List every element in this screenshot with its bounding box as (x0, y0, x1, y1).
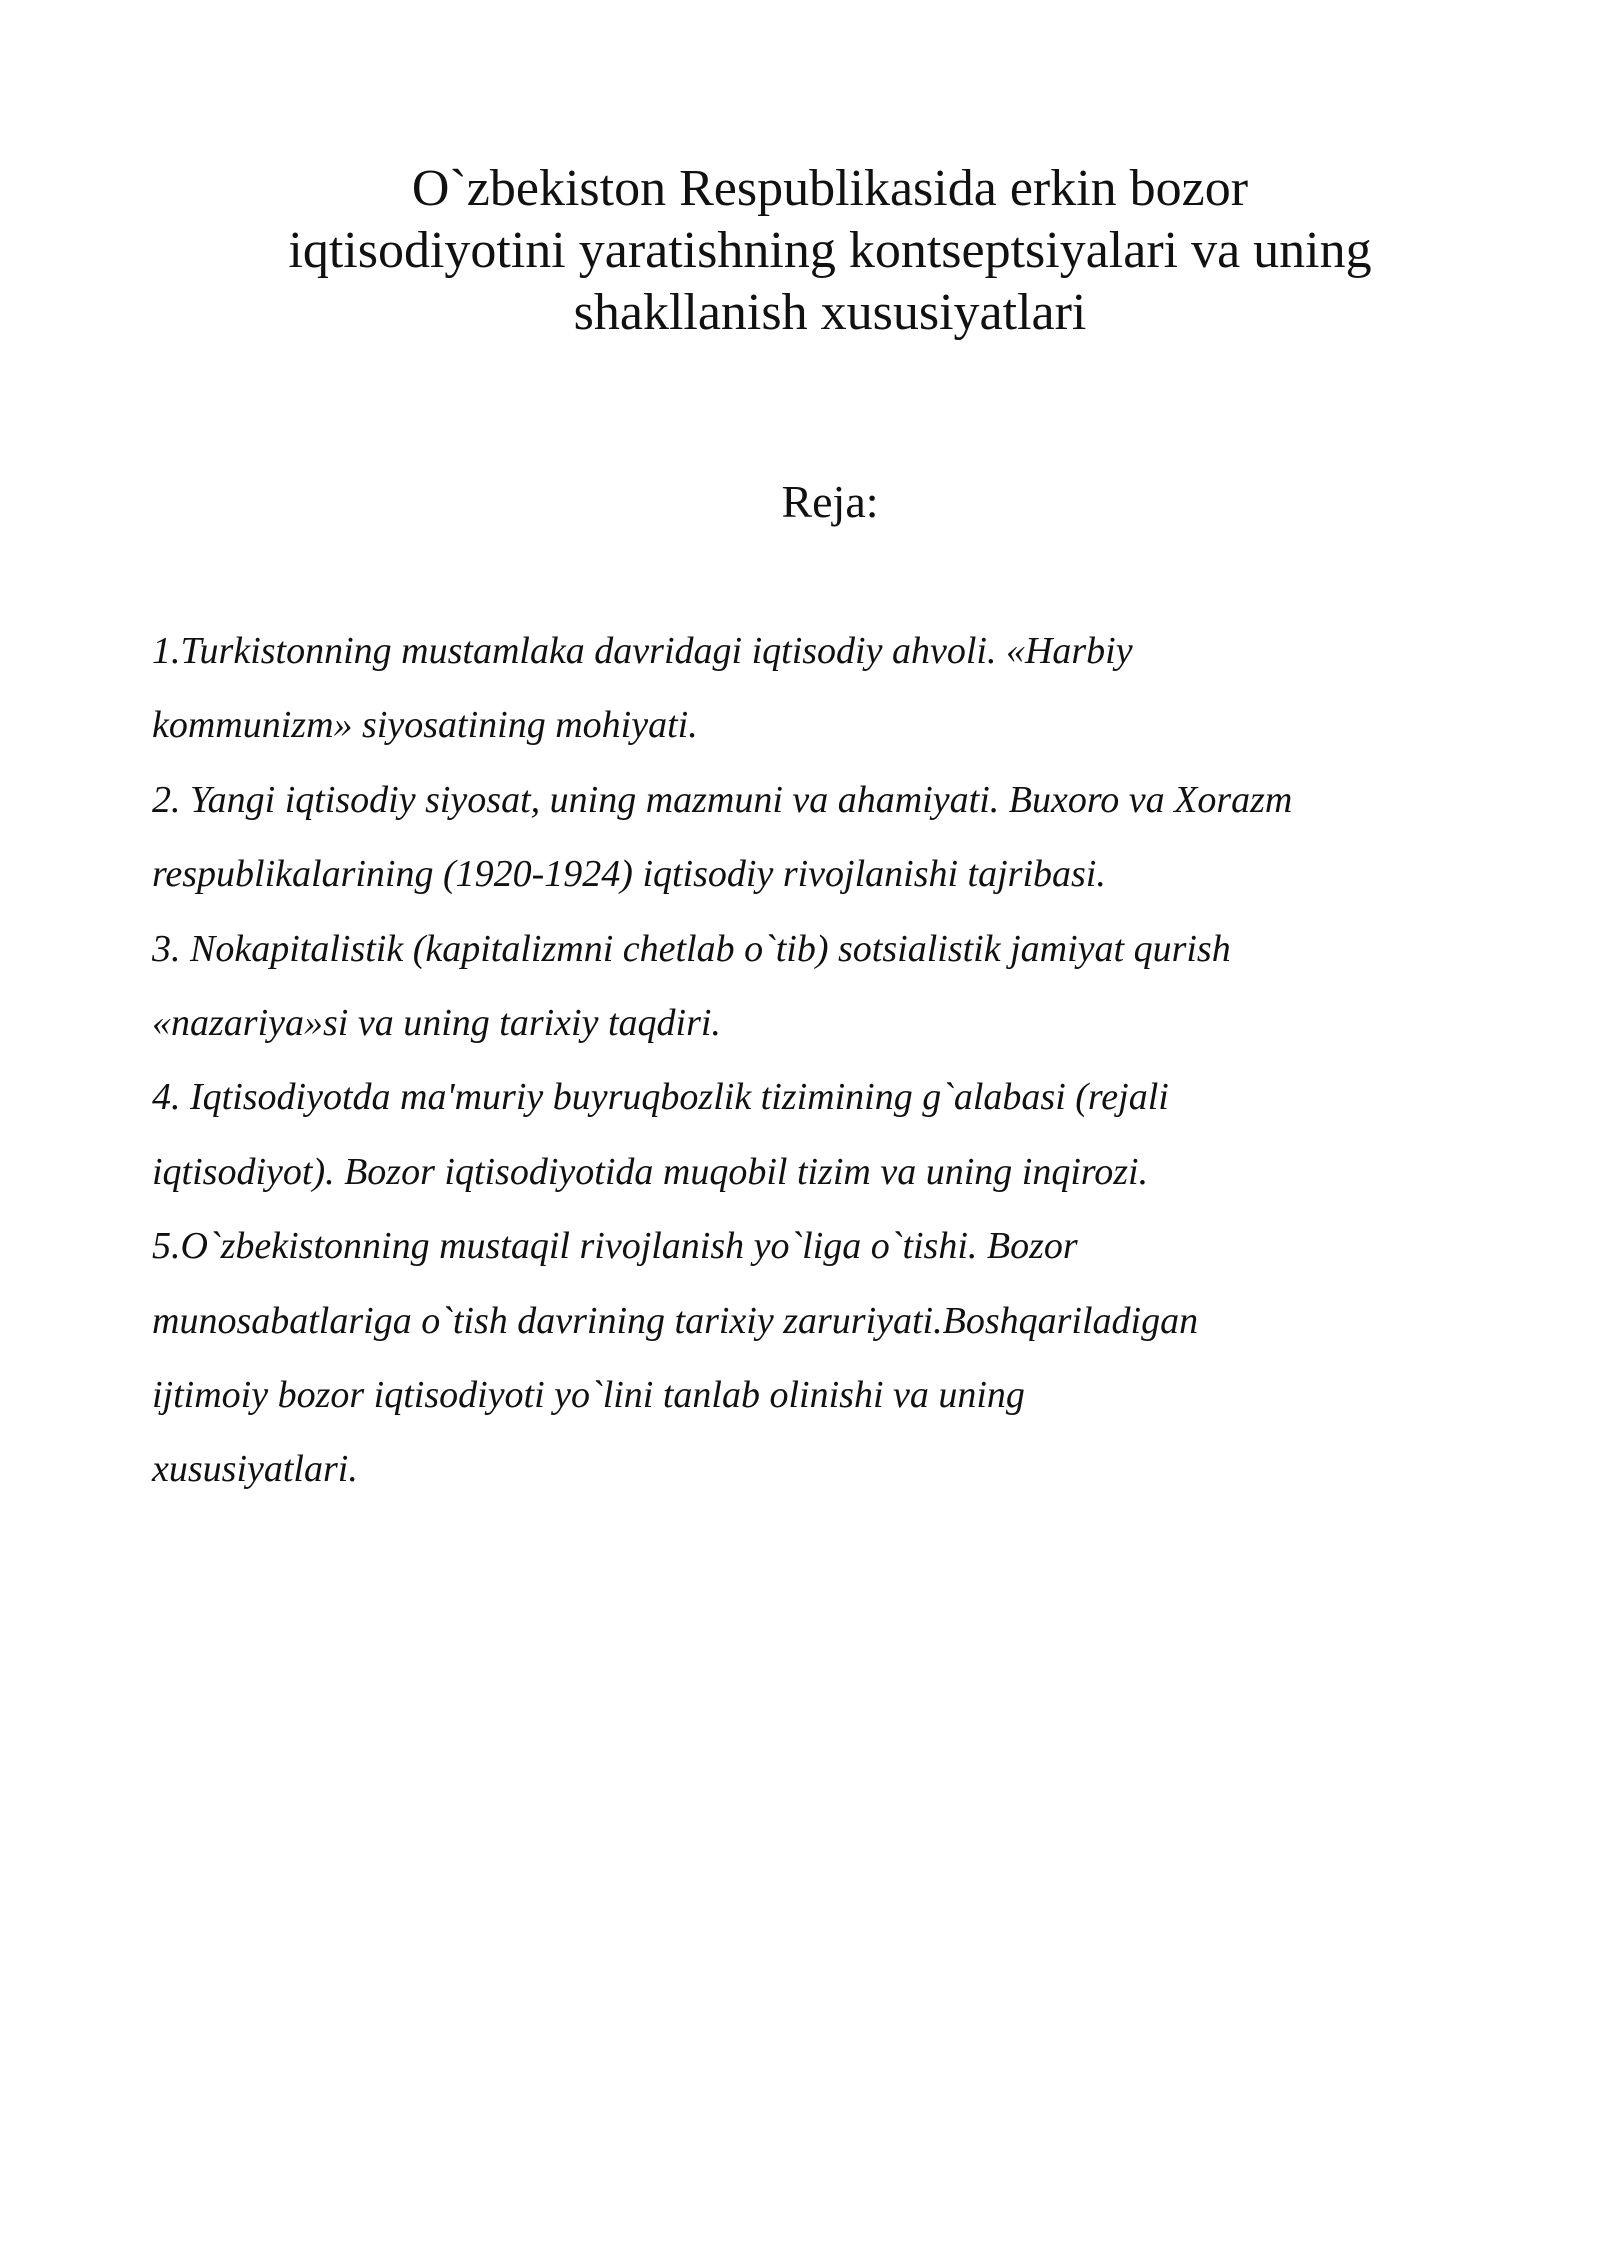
plan-item (152, 1209, 1472, 1507)
title-line: O`zbekiston Respublikasida erkin bozor (411, 160, 1249, 217)
plan-item-line: munosabatlariga o`tish davrining tarixiy zaruriyati.Boshqariladigan (152, 1299, 1199, 1342)
plan-heading: Reja: (781, 476, 879, 527)
plan-item (152, 614, 1472, 763)
plan-item-line: kommunizm» siyosatining mohiyati. (152, 704, 698, 747)
plan-item-line: xususiyatlari. (152, 1448, 358, 1491)
plan-item-line: respublikalarining (1920-1924) iqtisodiy rivojlanishi tajribasi. (152, 853, 1106, 896)
plan-item-line: 2. Yangi iqtisodiy siyosat, uning mazmuni va ahamiyati. Buxoro va Xorazm (152, 778, 1293, 821)
plan-item-line: ijtimoiy bozor iqtisodiyoti yo`lini tanlab olinishi va uning (152, 1374, 1025, 1417)
plan-item-line: 4. Iqtisodiyotda ma'muriy buyruqbozlik tizimining g`alabasi (rejali (152, 1076, 1169, 1119)
plan-item (152, 763, 1472, 912)
plan-item-line: «nazariya»si va uning tarixiy taqdiri. (152, 1002, 721, 1045)
plan-item (152, 912, 1472, 1061)
plan-item-line: 5.O`zbekistonning mustaqil rivojlanish yo`liga o`tishi. Bozor (152, 1225, 1078, 1268)
plan-item-line: 3. Nokapitalistik (kapitalizmni chetlab o`tib) sotsialistik jamiyat qurish (152, 927, 1231, 970)
plan-item-line: iqtisodiyot). Bozor iqtisodiyotida muqobil tizim va uning inqirozi. (152, 1150, 1149, 1193)
document-title (150, 158, 1510, 344)
plan-item (152, 1060, 1472, 1209)
title-line: shakllanish xususiyatlari (573, 284, 1087, 341)
title-line: iqtisodiyotini yaratishning kontseptsiyalari va uning (288, 222, 1372, 279)
plan-list (152, 614, 1472, 1507)
plan-item-line: 1.Turkistonning mustamlaka davridagi iqtisodiy ahvoli. «Harbiy (152, 630, 1133, 672)
